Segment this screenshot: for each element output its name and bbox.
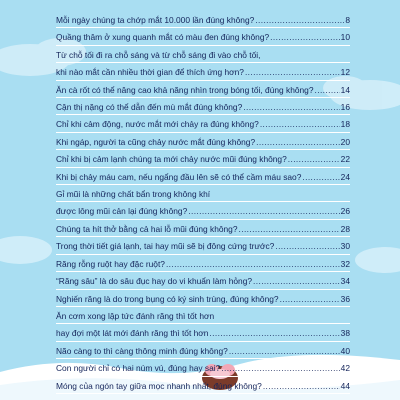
toc-entry-text: khi nào mắt cần nhiều thời gian để thích ứng hơn? (56, 67, 244, 78)
toc-row (56, 185, 350, 202)
toc-page-number: 38 (340, 328, 350, 339)
toc-entry-text: Ăn cà rốt có thể nâng cao khả năng nhìn trong bóng tối, đúng không? (56, 84, 314, 95)
toc-row (56, 202, 350, 219)
toc-page-number: 42 (340, 363, 350, 374)
toc-page-number: 40 (340, 345, 350, 356)
toc-page-number: 32 (340, 258, 350, 269)
toc-row (56, 290, 350, 307)
dot-leader (253, 274, 340, 288)
toc-row (56, 324, 350, 341)
toc-row (56, 220, 350, 237)
dot-leader (280, 292, 340, 306)
toc-page-number: 20 (340, 136, 350, 147)
toc-entry-text: được lông mũi cản lại đúng không? (56, 206, 188, 217)
toc-page-number: 18 (340, 119, 350, 130)
toc-entry-text: Não càng to thì càng thông minh đúng không? (56, 345, 228, 356)
toc-entry-text: hay đợi một lát mới đánh răng thì tốt hơn (56, 328, 209, 339)
dot-leader (229, 344, 340, 358)
toc-page-number: 10 (340, 32, 350, 43)
toc-page-number: 26 (340, 206, 350, 217)
toc-row (56, 377, 350, 394)
dot-leader (288, 152, 340, 166)
toc-row (56, 359, 350, 376)
toc-entry-text: Trong thời tiết giá lạnh, tai hay mũi sẽ bị đông cứng trước? (56, 241, 275, 252)
toc-entry-text: Chúng ta hít thở bằng cả hai lỗ mũi đúng không? (56, 223, 238, 234)
toc-row (56, 63, 350, 80)
dot-leader (188, 204, 339, 218)
toc-entry-text: Móng của ngón tay giữa mọc nhanh nhất, đúng không? (56, 380, 262, 391)
dot-leader (221, 361, 339, 375)
toc-entry-text: Khi bị chảy máu cam, nếu ngẩng đầu lên sẽ có thể cầm máu sao? (56, 171, 302, 182)
toc-page-number: 12 (340, 67, 350, 78)
toc-row (56, 272, 350, 289)
toc-entry-text: Con người chỉ có hai núm vú, đúng hay sai? (56, 363, 221, 374)
toc-row (56, 28, 350, 45)
toc-row (56, 255, 350, 272)
toc-entry-text: Gỉ mũi là những chất bẩn trong không khí (56, 189, 211, 200)
toc-page-number: 22 (340, 154, 350, 165)
toc-row (56, 46, 350, 63)
dot-leader (209, 326, 339, 340)
toc-page-number: 34 (340, 276, 350, 287)
toc-page-number: 14 (340, 84, 350, 95)
toc-row (56, 237, 350, 254)
dot-leader (166, 257, 340, 271)
toc-row (56, 133, 350, 150)
toc-page-number: 8 (345, 15, 350, 25)
table-of-contents (56, 11, 350, 394)
toc-entry-text: Răng rỗng ruột hay đặc ruột? (56, 258, 165, 269)
toc-entry-text: Từ chỗ tối đi ra chỗ sáng và từ chỗ sáng đi vào chỗ tối, (56, 49, 261, 60)
toc-row (56, 98, 350, 115)
toc-row (56, 115, 350, 132)
toc-entry-text: Chỉ khi cảm động, nước mắt mới chảy ra đúng không? (56, 119, 259, 130)
dot-leader (256, 135, 340, 149)
toc-row (56, 11, 350, 28)
toc-entry-text: Cận thị nặng có thể dẫn đến mù mắt đúng không? (56, 102, 243, 113)
toc-row (56, 150, 350, 167)
toc-row (56, 342, 350, 359)
dot-leader (245, 65, 340, 79)
toc-entry-text: Quầng thâm ở xung quanh mắt có màu đen đúng không? (56, 32, 270, 43)
toc-page-number: 28 (340, 223, 350, 234)
toc-page-number: 16 (340, 102, 350, 113)
toc-row (56, 81, 350, 98)
toc-entry-text: Chỉ khi bị cảm lạnh chúng ta mới chảy nước mũi đúng không? (56, 154, 287, 165)
toc-page-number: 24 (340, 171, 350, 182)
toc-page-number: 30 (340, 241, 350, 252)
dot-leader (315, 83, 340, 97)
dot-leader (239, 222, 340, 236)
dot-leader (260, 117, 340, 131)
toc-entry-text: Nghiến răng là do trong bụng có ký sinh trùng, đúng không? (56, 293, 279, 304)
dot-leader (302, 170, 339, 184)
toc-row (56, 307, 350, 324)
dot-leader (243, 100, 339, 114)
toc-entry-text: Mỗi ngày chúng ta chớp mắt 10.000 lần đúng không? (56, 15, 255, 25)
dot-leader (263, 379, 340, 393)
toc-page-number: 44 (340, 380, 350, 391)
toc-entry-text: Khi ngáp, người ta cũng chảy nước mắt đúng không? (56, 136, 256, 147)
dot-leader (275, 239, 339, 253)
toc-row (56, 168, 350, 185)
toc-entry-text: “Răng sâu” là do sâu đục hay do vi khuẩn làm hỏng? (56, 276, 253, 287)
dot-leader (255, 13, 344, 27)
toc-page-number: 36 (340, 293, 350, 304)
toc-entry-text: Ăn cơm xong lập tức đánh răng thì tốt hơn (56, 310, 215, 321)
dot-leader (270, 30, 340, 44)
